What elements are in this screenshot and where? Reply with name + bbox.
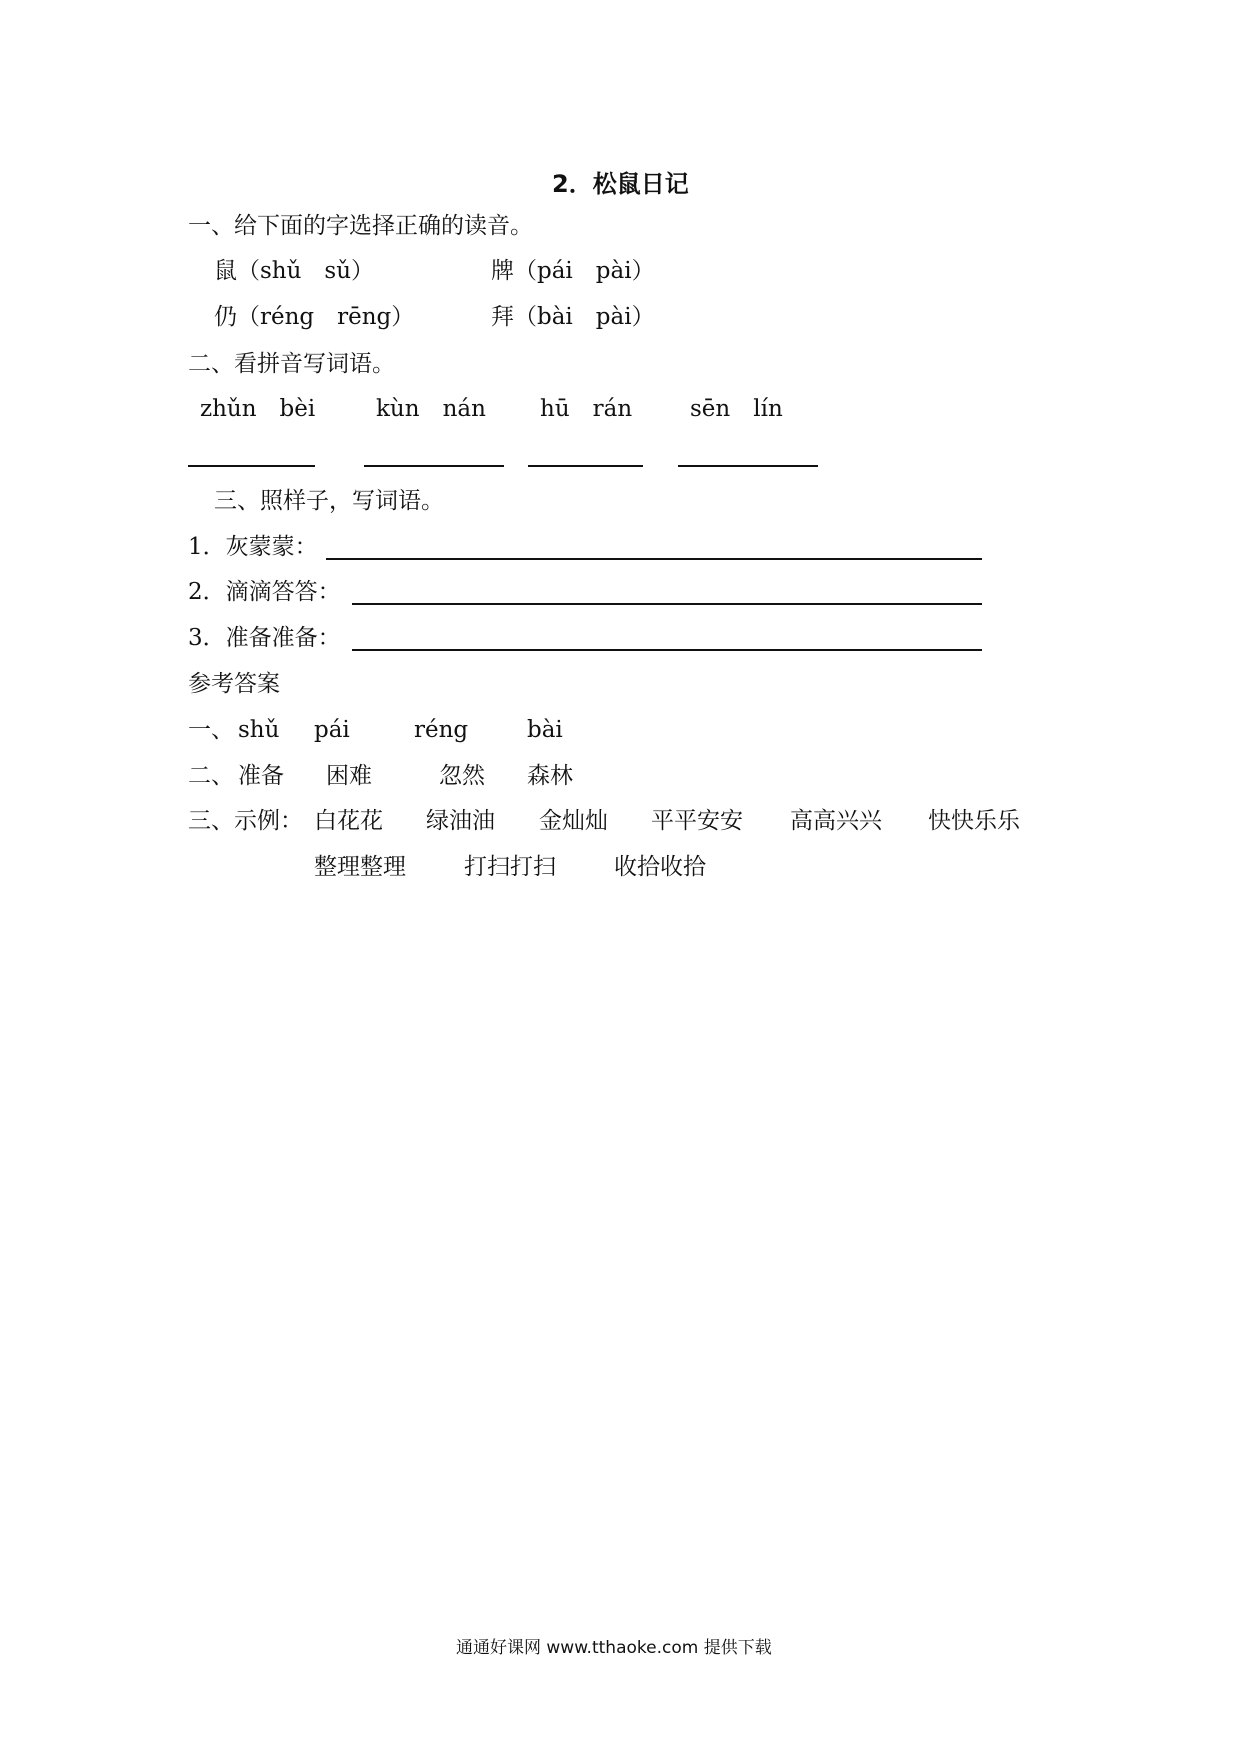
page-title: 2．松鼠日记: [552, 170, 689, 198]
exercise-item: 2．滴滴答答：: [188, 579, 341, 605]
answer-blank[interactable]: [528, 465, 643, 467]
answer-blank[interactable]: [364, 465, 504, 467]
pinyin-prompt: hū rán: [540, 396, 633, 422]
item-char: 牌: [491, 258, 514, 284]
item-options: （réng rēng）: [237, 304, 415, 330]
example-word: 高高兴兴: [790, 808, 882, 834]
answer-value: shǔ: [238, 717, 280, 743]
page-footer: 通通好课网 www.tthaoke.com 提供下载: [456, 1638, 772, 1658]
answer-blank[interactable]: [188, 465, 315, 467]
item-char: 鼠: [214, 258, 237, 284]
section2-heading: 二、看拼音写词语。: [188, 351, 395, 377]
item-options: （shǔ sǔ）: [237, 258, 375, 284]
answer-value: 森林: [527, 763, 573, 789]
pronunciation-item: [214, 256, 374, 286]
example-word: 白花花: [314, 808, 383, 834]
answer-value: 准备: [238, 763, 284, 789]
answer-line[interactable]: [352, 649, 982, 651]
example-word: 金灿灿: [539, 808, 608, 834]
pinyin-prompt: kùn nán: [376, 396, 486, 422]
answer-value: réng: [414, 717, 469, 743]
answer-blank[interactable]: [678, 465, 818, 467]
answer-value: 忽然: [439, 763, 485, 789]
answer-line[interactable]: [326, 558, 982, 560]
pronunciation-item: [491, 256, 655, 286]
item-options: （bài pài）: [514, 304, 655, 330]
pinyin-prompt: sēn lín: [690, 396, 783, 422]
answer-value: 困难: [326, 763, 372, 789]
exercise-item: 3．准备准备：: [188, 625, 341, 651]
answer-label: 三、示例：: [188, 808, 303, 834]
answer-value: bài: [527, 717, 563, 743]
example-word: 快快乐乐: [928, 808, 1020, 834]
answers-heading: 参考答案: [188, 671, 280, 697]
example-word: 打扫打扫: [464, 854, 556, 880]
answer-line[interactable]: [352, 603, 982, 605]
section3-heading: 三、照样子，写词语。: [214, 488, 444, 514]
answer-label: 二、: [188, 763, 234, 789]
pronunciation-item: [214, 302, 414, 332]
pinyin-prompt: zhǔn bèi: [200, 396, 316, 422]
section1-heading: 一、给下面的字选择正确的读音。: [188, 213, 533, 239]
pronunciation-item: [491, 302, 655, 332]
exercise-item: 1．灰蒙蒙：: [188, 534, 318, 560]
answer-label: 一、: [188, 717, 234, 743]
example-word: 整理整理: [314, 854, 406, 880]
item-char: 仍: [214, 304, 237, 330]
example-word: 收拾收拾: [614, 854, 706, 880]
example-word: 绿油油: [426, 808, 495, 834]
item-options: （pái pài）: [514, 258, 655, 284]
example-word: 平平安安: [651, 808, 743, 834]
item-char: 拜: [491, 304, 514, 330]
answer-value: pái: [314, 717, 350, 743]
